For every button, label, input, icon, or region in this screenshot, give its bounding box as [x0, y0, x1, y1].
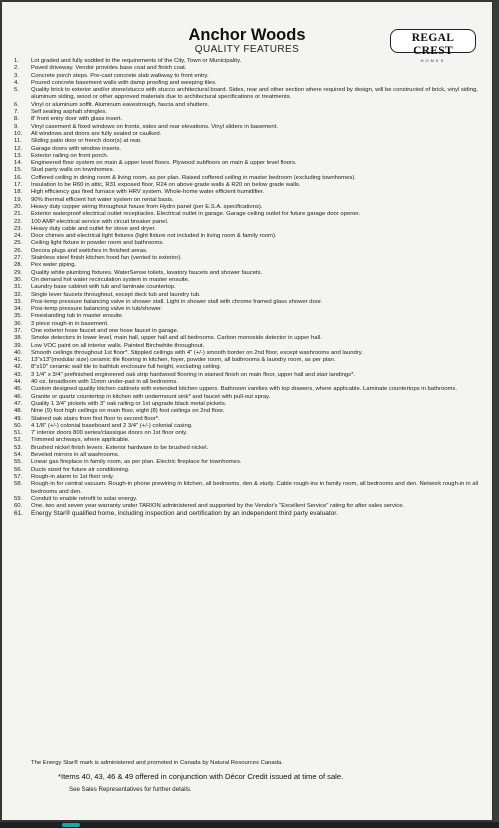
feature-number: 5. [14, 87, 19, 94]
feature-number: 30. [14, 276, 23, 283]
feature-item [14, 58, 484, 65]
feature-item [14, 153, 484, 160]
feature-number: 35. [14, 313, 23, 320]
feature-item [14, 510, 484, 518]
feature-number: 17. [14, 182, 23, 189]
feature-text: Nine (9) foot high ceilings on main floor, eight (8) foot ceilings on 2nd floor. [31, 408, 225, 415]
feature-item [14, 189, 484, 196]
feature-item [14, 160, 484, 167]
feature-item [14, 240, 484, 247]
feature-item [14, 372, 484, 379]
feature-number: 42. [14, 364, 23, 371]
feature-number: 7. [14, 109, 19, 116]
feature-number: 3. [14, 72, 19, 79]
feature-number: 9. [14, 123, 19, 130]
feature-text: Stained oak stairs from first floor to second floor*. [31, 415, 160, 422]
feature-item [14, 496, 484, 503]
feature-number: 2. [14, 65, 19, 72]
feature-text: Quality 1 3/4" pickets with 3" oak railing or 1st upgrade black metal pickets. [31, 400, 227, 407]
feature-text: Engineered floor system on main & upper level floors. Plywood subfloors on main & upper level floors. [31, 160, 297, 167]
feature-number: 36. [14, 320, 23, 327]
feature-item [14, 219, 484, 226]
feature-text: Posi-temp pressure balancing valve in shower stall. Light in shower stall with chrome framed glass shower door. [31, 298, 323, 305]
feature-text: All windows and doors are fully sealed or caulked. [31, 130, 162, 137]
sales-rep-note: See Sales Representatives for further details. [69, 786, 192, 793]
feature-number: 15. [14, 167, 23, 174]
feature-text: Rough-in alarm to 1st floor only. [31, 473, 115, 480]
feature-item [14, 313, 484, 320]
feature-text: Smoke detectors in lower level, main hall, upper hall and all bedrooms. Carbon monoxide detector in upper hall. [31, 335, 322, 342]
feature-number: 10. [14, 130, 23, 137]
feature-item [14, 350, 484, 357]
feature-number: 52. [14, 437, 23, 444]
feature-item [14, 73, 484, 80]
feature-text: Door chimes and electrical light fixtures (light fixture not included in living room & family room). [31, 233, 277, 240]
feature-number: 45. [14, 386, 23, 393]
feature-number: 54. [14, 452, 23, 459]
feature-text: One, two and seven year warranty under TARION administered and supported by the Vendor's "Excellent Service" rating for after sales service. [31, 503, 405, 510]
feature-text: Garage doors with window inserts. [31, 145, 122, 152]
feature-text: Freestanding tub in master ensuite. [31, 313, 124, 320]
feature-text: 8' front entry door with glass insert. [31, 116, 123, 123]
feature-item [14, 467, 484, 474]
feature-item [14, 102, 484, 109]
feature-number: 24. [14, 233, 23, 240]
document-page [2, 2, 492, 820]
feature-item [14, 452, 484, 459]
feature-item [14, 233, 484, 240]
feature-item [14, 364, 484, 371]
feature-number: 56. [14, 466, 23, 473]
feature-text: 100 AMP electrical service with circuit breaker panel. [31, 218, 169, 225]
feature-number: 37. [14, 327, 23, 334]
feature-item [14, 270, 484, 277]
feature-text: Concrete porch steps. Pre-cast concrete slab walkway to front entry. [31, 72, 209, 79]
feature-number: 13. [14, 152, 23, 159]
feature-text: 90% thermal efficient hot water system on rental basis. [31, 196, 174, 203]
feature-item [14, 401, 484, 408]
feature-number: 1. [14, 58, 19, 64]
feature-text: Ducts sized for future air conditioning. [31, 466, 130, 473]
feature-number: 23. [14, 225, 23, 232]
feature-number: 22. [14, 218, 23, 225]
feature-text: Lot graded and fully sodded to the requirements of the City, Town or Municipality. [31, 58, 242, 64]
feature-text: Ceiling light fixture in powder room and bathrooms. [31, 240, 164, 247]
feature-number: 19. [14, 196, 23, 203]
feature-item [14, 116, 484, 123]
feature-item [14, 226, 484, 233]
feature-number: 41. [14, 357, 23, 364]
feature-item [14, 262, 484, 269]
feature-number: 33. [14, 298, 23, 305]
feature-number: 28. [14, 262, 23, 269]
feature-number: 8. [14, 116, 19, 123]
feature-text: Custom designed quality kitchen cabinets with extended kitchen uppers. Bathroom vanities with top drawers, where applicable. Laminate countertops in bathrooms. [31, 386, 457, 393]
feature-text: Insulation to be R60 in attic, R31 exposed floor, R24 on above grade walls & R20 on below grade walls. [31, 182, 301, 189]
feature-number: 40. [14, 349, 23, 356]
feature-item [14, 299, 484, 306]
feature-text: High efficiency gas fired furnace with HRV system. Whole-home water efficient humidifier. [31, 189, 265, 196]
feature-item [14, 474, 484, 481]
feature-text: Conduit to enable retrofit to solar energy. [31, 495, 138, 502]
feature-item [14, 430, 484, 437]
feature-item [14, 204, 484, 211]
feature-text: Exterior waterproof electrical outlet receptacles. Electrical outlet in garage. Garage ceiling outlet for future garage door opener. [31, 211, 361, 218]
feature-number: 11. [14, 138, 22, 145]
feature-text: Stainless steel finish kitchen hood fan (vented to exterior). [31, 255, 182, 262]
feature-text: 8"x10" ceramic wall tile to bathtub enclosure full height, excluding ceiling. [31, 364, 222, 371]
taskbar-app-indicator [62, 823, 80, 827]
feature-text: 3 piece rough-in in basement. [31, 320, 109, 327]
feature-item [14, 386, 484, 393]
feature-number: 47. [14, 400, 23, 407]
feature-text: Heavy duty copper wiring throughout house from Hydro panel (per E.S.A. specifications). [31, 203, 263, 210]
feature-number: 21. [14, 211, 23, 218]
feature-number: 61. [14, 510, 24, 518]
feature-item [14, 255, 484, 262]
logo-wordmark: REGAL CREST [411, 32, 455, 57]
feature-text: Smooth ceilings throughout 1st floor*. Stippled ceilings with 4" (+/-) smooth border on 2nd floor, except washrooms and laundry. [31, 349, 363, 356]
feature-number: 49. [14, 415, 23, 422]
feature-text: Quality white plumbing fixtures. WaterSense toilets, lavatory faucets and shower faucets. [31, 269, 263, 276]
feature-text: Brushed nickel finish levers. Exterior hardware to be brushed nickel. [31, 444, 209, 451]
feature-item [14, 248, 484, 255]
feature-text: Vinyl or aluminum soffit. Aluminum eavestrough, fascia and shutters. [31, 101, 210, 108]
feature-text: Trimmed archways, where applicable. [31, 437, 130, 444]
feature-number: 48. [14, 408, 23, 415]
feature-text: Posi-temp pressure balancing valve in tub/shower. [31, 306, 163, 313]
feature-number: 53. [14, 444, 23, 451]
feature-number: 29. [14, 269, 23, 276]
feature-item [14, 306, 484, 313]
feature-number: 46. [14, 393, 23, 400]
feature-text: Low VOC paint on all interior walls. Painted Birchwhite throughout. [31, 342, 205, 349]
feature-text: Heavy duty cable and outlet for stove and dryer. [31, 225, 156, 232]
feature-number: 25. [14, 240, 23, 247]
feature-number: 50. [14, 422, 23, 429]
feature-number: 27. [14, 255, 23, 262]
feature-text: 4 1/8" (+/-) colonial baseboard and 2 3/4" (+/-) colonial casing. [31, 422, 193, 429]
feature-item [14, 408, 484, 415]
feature-text: Stud party walls on townhomes. [31, 167, 115, 174]
energy-star-note: The Energy Star® mark is administered and promoted in Canada by Natural Resources Canada. [31, 760, 283, 766]
feature-text: Pex water piping. [31, 262, 77, 269]
feature-number: 18. [14, 189, 23, 196]
feature-text: 7' interior doors 800 series/classique doors on 1st floor only. [31, 430, 188, 437]
feature-item [14, 481, 484, 496]
feature-item [14, 459, 484, 466]
feature-text: Quality brick to exterior and/or stone/stucco with stucco architectural board. Sides, rear and other section where required by design, will be constructed of brick, vinyl siding, aluminum siding, wood or other approved materials due to architectural specifications or treatments. [31, 87, 478, 101]
feature-item [14, 335, 484, 342]
feature-number: 14. [14, 160, 23, 167]
feature-number: 34. [14, 306, 23, 313]
feature-text: Rough-in for central vacuum. Rough-in phone prewiring in kitchen, all bedrooms, den & study. Cable rough-ins in family room, all bedrooms and den. Network rough-in in all bedrooms and den. [31, 481, 479, 495]
feature-item [14, 211, 484, 218]
feature-item [14, 80, 484, 87]
feature-text: Decora plugs and switches in finished areas. [31, 247, 148, 254]
feature-text: 40 oz. broadloom with 11mm under-pad in all bedrooms. [31, 379, 178, 386]
feature-number: 6. [14, 101, 19, 108]
taskbar [0, 822, 499, 828]
logo-subtext: HOMES [420, 58, 446, 63]
feature-text: On demand hot water recirculation system in master ensuite. [31, 276, 190, 283]
feature-text: Energy Star® qualified home, including inspection and certification by an independent third party evaluator. [31, 510, 338, 518]
document-title: Anchor Woods [188, 26, 306, 44]
feature-item [14, 328, 484, 335]
feature-item [14, 87, 484, 102]
feature-item [14, 343, 484, 350]
feature-number: 38. [14, 335, 23, 342]
feature-text: Linear gas fireplace in family room, as per plan. Electric fireplace for townhomes. [31, 459, 242, 466]
features-list [14, 58, 484, 519]
feature-item [14, 197, 484, 204]
feature-number: 32. [14, 291, 23, 298]
document-subtitle: QUALITY FEATURES [194, 44, 300, 55]
feature-number: 26. [14, 247, 23, 254]
feature-item [14, 138, 484, 145]
feature-text: 13"x13"(modular size) ceramic tile flooring in kitchen, foyer, powder room, all bathrooms & laundry room, as per plan. [31, 357, 336, 364]
feature-text: Single lever faucets throughout, except deck tub and laundry tub. [31, 291, 201, 298]
feature-text: Poured concrete basement walls with damp proofing and weeping tiles. [31, 79, 217, 86]
feature-number: 16. [14, 174, 23, 181]
feature-item [14, 182, 484, 189]
feature-item [14, 445, 484, 452]
feature-text: 3 1/4" x 3/4" prefinished engineered oak strip hardwood flooring in stained finish on main floor, upper hall and stair landings*. [31, 371, 356, 378]
feature-item [14, 321, 484, 328]
feature-item [14, 109, 484, 116]
feature-item [14, 167, 484, 174]
feature-item [14, 131, 484, 138]
feature-item [14, 437, 484, 444]
feature-number: 12. [14, 145, 23, 152]
feature-number: 4. [14, 79, 19, 86]
feature-number: 39. [14, 342, 23, 349]
feature-text: Laundry base cabinet with tub and laminate countertop. [31, 284, 176, 291]
feature-number: 57. [14, 473, 23, 480]
feature-text: Sliding patio door or french door(s) at rear. [31, 138, 142, 145]
feature-item [14, 284, 484, 291]
decor-credit-note: *Items 40, 43, 46 & 49 offered in conjunction with Décor Credit issued at time of sale. [58, 772, 344, 781]
feature-item [14, 124, 484, 131]
feature-number: 60. [14, 503, 23, 510]
feature-text: Self sealing asphalt shingles. [31, 109, 107, 116]
feature-item [14, 277, 484, 284]
feature-number: 44. [14, 379, 23, 386]
feature-text: Exterior railing on front porch. [31, 152, 109, 159]
feature-item [14, 416, 484, 423]
feature-text: Vinyl casement & fixed windows on fronts, sides and rear elevations. Vinyl sliders in basement. [31, 123, 278, 130]
feature-number: 43. [14, 371, 23, 378]
feature-number: 20. [14, 203, 23, 210]
feature-item [14, 357, 484, 364]
feature-number: 31. [14, 284, 23, 291]
feature-number: 59. [14, 495, 23, 502]
feature-item [14, 65, 484, 72]
feature-item [14, 175, 484, 182]
feature-item [14, 146, 484, 153]
feature-item [14, 379, 484, 386]
feature-text: Beveled mirrors in all washrooms. [31, 452, 120, 459]
feature-text: Paved driveway. Vendor provides base coat and finish coat. [31, 65, 187, 72]
feature-number: 51. [14, 430, 23, 437]
feature-item [14, 394, 484, 401]
feature-item [14, 292, 484, 299]
regal-crest-logo [390, 29, 476, 63]
feature-number: 58. [14, 481, 23, 488]
feature-number: 55. [14, 459, 23, 466]
feature-text: Coffered ceiling in dining room & living room, as per plan. Raised coffered ceiling in master bedroom (excluding townhomes). [31, 174, 356, 181]
feature-text: Granite or quartz countertop in kitchen with undermount sink* and faucet with pull-out spray. [31, 393, 271, 400]
feature-item [14, 423, 484, 430]
feature-text: One exterior hose faucet and one hose faucet in garage. [31, 327, 179, 334]
